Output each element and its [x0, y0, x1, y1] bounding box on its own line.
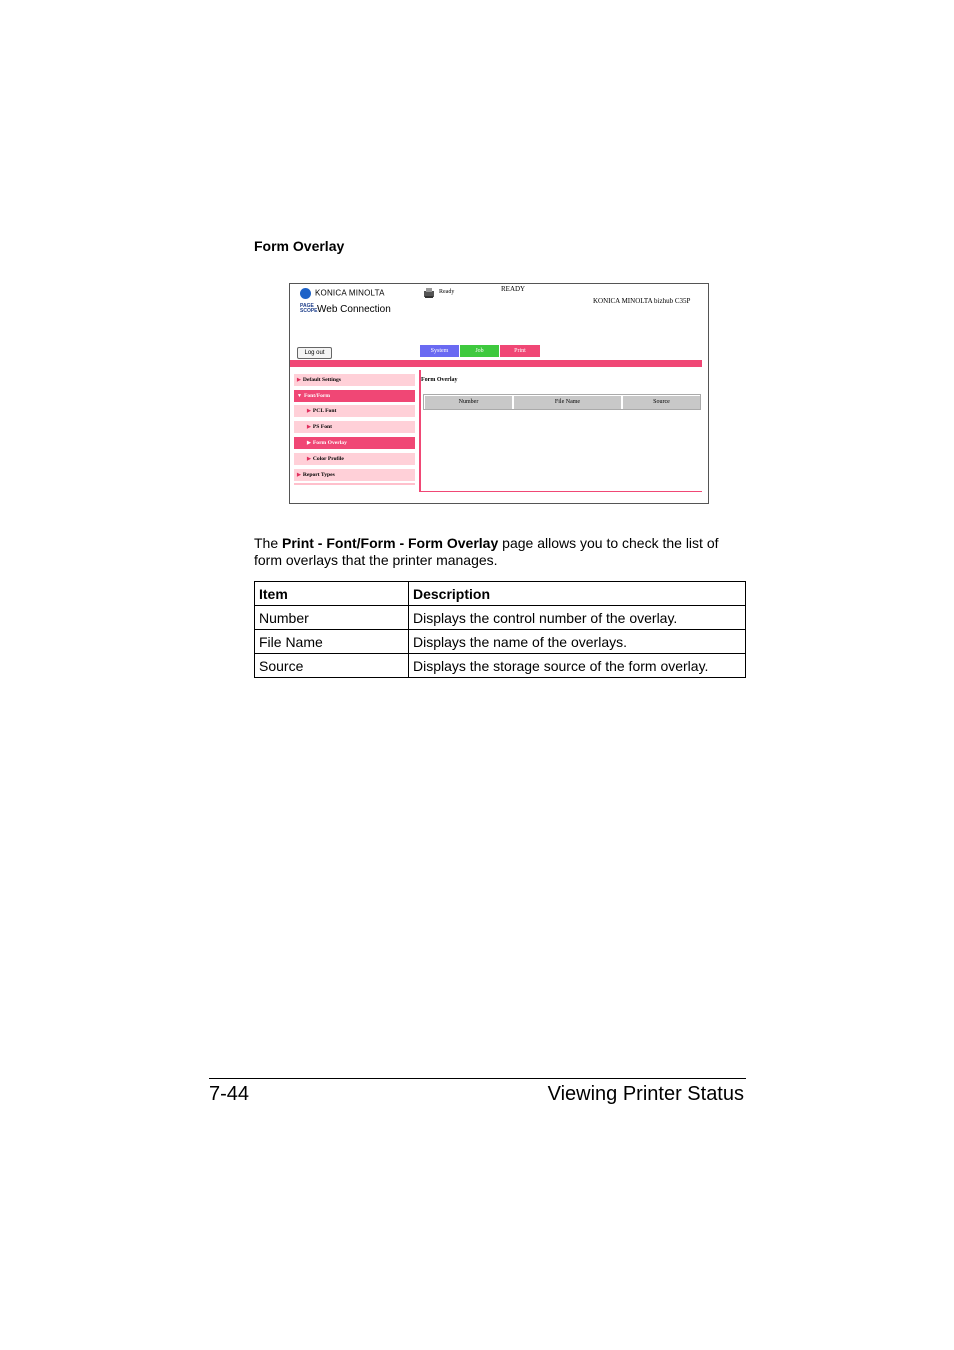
menu-item-default-settings[interactable]: ▶ Default Settings	[294, 374, 415, 386]
logout-button[interactable]: Log out	[297, 347, 332, 359]
cell-description: Displays the control number of the overlay.	[409, 606, 746, 630]
content-bottom-divider	[419, 491, 702, 492]
cell-description: Displays the name of the overlays.	[409, 630, 746, 654]
footer-section-title: Viewing Printer Status	[547, 1083, 744, 1105]
cell-item: File Name	[255, 630, 409, 654]
item-description-table	[254, 581, 746, 678]
column-header-file-name: File Name	[514, 396, 621, 409]
page-number: 7-44	[209, 1083, 250, 1105]
status-ready-small: Ready	[439, 289, 455, 295]
menu-path: Print - Font/Form - Form Overlay	[282, 535, 499, 551]
arrow-down-icon: ▼	[297, 394, 302, 399]
arrow-right-icon: ▶	[297, 473, 301, 478]
menu-item-report-types[interactable]: ▶ Report Types	[294, 469, 415, 481]
pagescope-mark: PAGE SCOPE	[300, 303, 318, 315]
table-row	[255, 654, 746, 678]
menu-item-form-overlay[interactable]: ▶ Form Overlay	[294, 437, 415, 449]
tab-job[interactable]: Job	[460, 345, 499, 357]
arrow-right-icon: ▶	[307, 457, 311, 462]
printer-model: KONICA MINOLTA bizhub C35P	[593, 297, 691, 305]
content-title: Form Overlay	[421, 377, 458, 383]
header-item: Item	[255, 582, 409, 606]
footer-rule	[209, 1078, 746, 1079]
section-heading: Form Overlay	[254, 238, 345, 254]
column-header-number: Number	[425, 396, 512, 409]
cell-description: Displays the storage source of the form overlay.	[409, 654, 746, 678]
table-row	[255, 630, 746, 654]
overlay-list-table	[423, 394, 701, 410]
table-row	[255, 606, 746, 630]
arrow-right-icon: ▶	[297, 378, 301, 383]
header-description: Description	[409, 582, 746, 606]
header-divider	[290, 360, 702, 367]
cell-item: Source	[255, 654, 409, 678]
globe-icon	[300, 288, 311, 299]
menu-item-font-form[interactable]: ▼ Font/Form	[294, 390, 415, 402]
menu-end-divider	[294, 483, 415, 485]
web-connection-screenshot	[289, 283, 709, 504]
menu-item-pcl-font[interactable]: ▶ PCL Font	[294, 405, 415, 417]
printer-status-icon	[423, 287, 435, 299]
pagescope-web-connection-logo: PAGE SCOPEWeb Connection	[300, 303, 391, 315]
tab-print[interactable]: Print	[500, 345, 540, 357]
description-paragraph: The Print - Font/Form - Form Overlay page allows you to check the list of form overlays that the printer manages.	[254, 535, 719, 568]
status-ready: READY	[501, 285, 526, 293]
tab-system[interactable]: System	[420, 345, 459, 357]
menu-item-color-profile[interactable]: ▶ Color Profile	[294, 453, 415, 465]
arrow-right-icon: ▶	[307, 441, 311, 446]
konica-minolta-logo: KONICA MINOLTA	[300, 288, 385, 299]
arrow-right-icon: ▶	[307, 409, 311, 414]
content-divider	[419, 370, 421, 492]
column-header-source: Source	[623, 396, 700, 409]
arrow-right-icon: ▶	[307, 425, 311, 430]
menu-item-ps-font[interactable]: ▶ PS Font	[294, 421, 415, 433]
table-header-row	[255, 582, 746, 606]
cell-item: Number	[255, 606, 409, 630]
